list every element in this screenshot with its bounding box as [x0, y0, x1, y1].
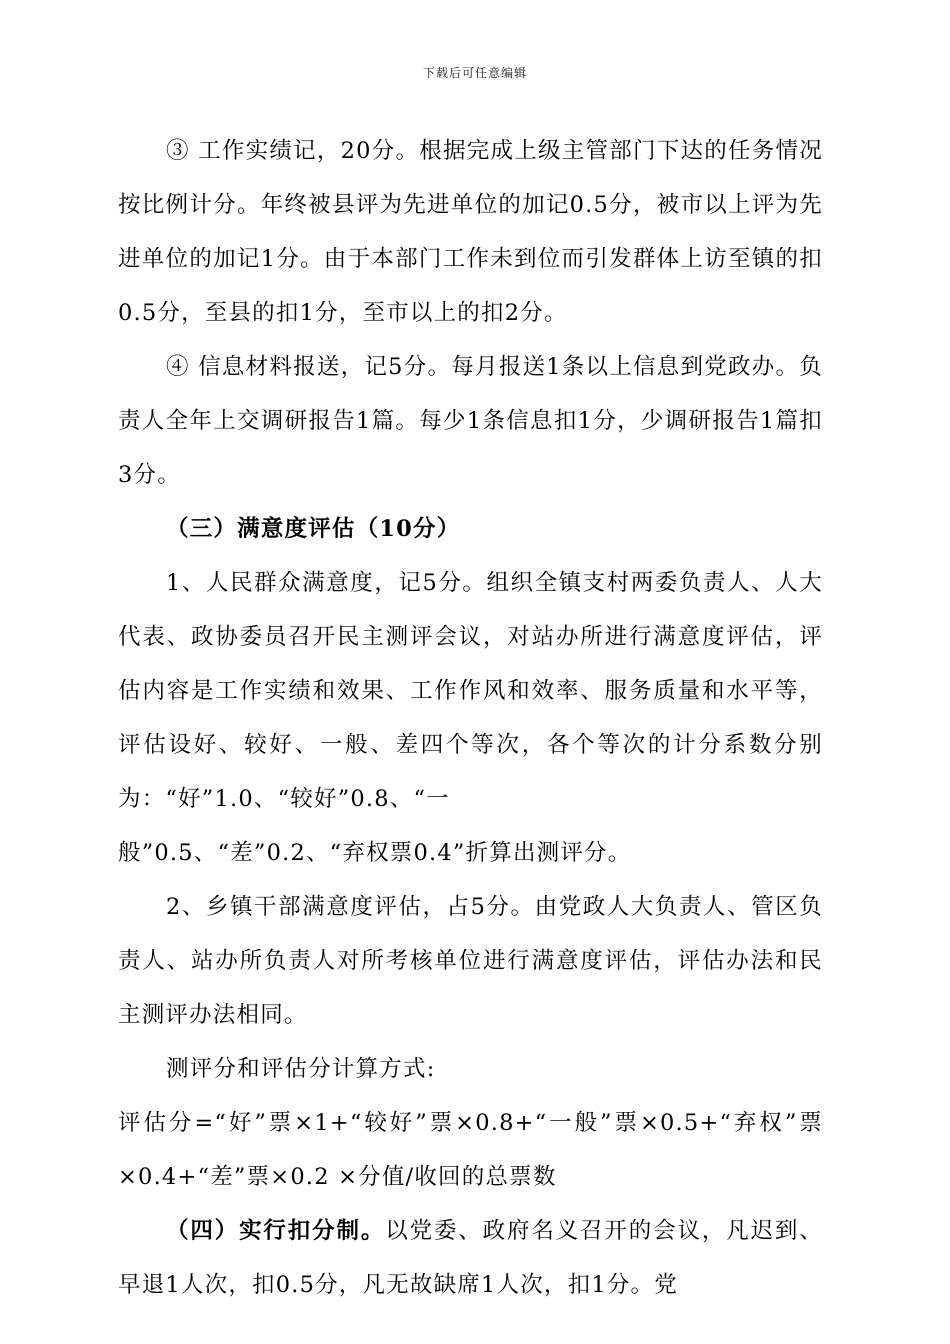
- paragraph-public-satisfaction: 1、人民群众满意度，记5分。组织全镇支村两委负责人、人大代表、政协委员召开民主测评会议，对站办所进行满意度评估，评估内容是工作实绩和效果、工作作风和效率、服务质量和水平等，评估设好、较好、一般、差四个等次，各个等次的计分系数分别为：“好”1.0、“较好”0.8、“一: [118, 570, 823, 812]
- document-body: [118, 124, 823, 1312]
- deduction-text: 以党委、政府名义召开的会议，凡迟到、早退1人次，扣0.5分，凡无故缺席1人次，扣1分。党: [118, 1218, 823, 1298]
- paragraph-public-satisfaction-cont: 般”0.5、“差”0.2、“弃权票0.4”折算出测评分。: [118, 840, 632, 866]
- paragraph-formula-intro: 测评分和评估分计算方式:: [166, 1056, 436, 1082]
- section-heading-deduction: （四）实行扣分制。: [166, 1218, 386, 1244]
- paragraph-info-reporting: ④ 信息材料报送，记5分。每月报送1条以上信息到党政办。负责人全年上交调研报告1篇。每少1条信息扣1分，少调研报告1篇扣3分。: [118, 354, 823, 488]
- paragraph-cadre-satisfaction: 2、乡镇干部满意度评估，占5分。由党政人大负责人、管区负责人、站办所负责人对所考核单位进行满意度评估，评估办法和民主测评办法相同。: [118, 894, 823, 1028]
- paragraph-deduction-system: [118, 1204, 823, 1312]
- paragraph-formula: 评估分=“好”票×1+“较好”票×0.8+“一般”票×0.5+“弃权”票×0.4+“差”票×0.2 ×分值/收回的总票数: [118, 1110, 823, 1190]
- page-header: 下载后可任意编辑: [422, 66, 527, 80]
- section-heading-satisfaction: （三）满意度评估（10分）: [166, 516, 461, 542]
- paragraph-work-performance: ③ 工作实绩记，20分。根据完成上级主管部门下达的任务情况按比例计分。年终被县评为先进单位的加记0.5分，被市以上评为先进单位的加记1分。由于本部门工作未到位而引发群体上访至镇的扣0.5分，至县的扣1分，至市以上的扣2分。: [118, 138, 823, 326]
